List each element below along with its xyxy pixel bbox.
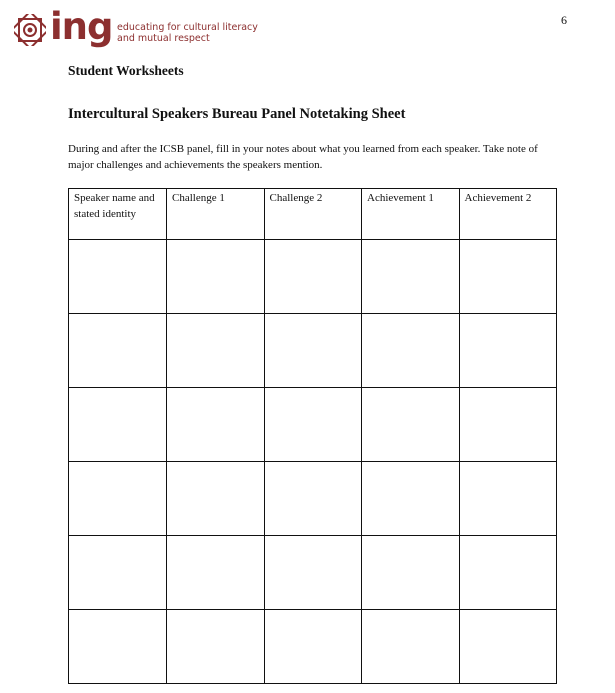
table-cell[interactable]	[167, 610, 265, 684]
table-cell[interactable]	[459, 462, 557, 536]
table-row	[69, 536, 557, 610]
section-title: Student Worksheets	[68, 63, 184, 78]
table-cell[interactable]	[167, 462, 265, 536]
table-cell[interactable]	[459, 240, 557, 314]
table-cell[interactable]	[362, 536, 460, 610]
table-cell[interactable]	[459, 388, 557, 462]
table-cell[interactable]	[264, 388, 362, 462]
table-row	[69, 610, 557, 684]
table-cell[interactable]	[167, 314, 265, 388]
table-cell[interactable]	[362, 462, 460, 536]
tagline-line-2: and mutual respect	[117, 33, 210, 44]
page-header	[14, 5, 604, 54]
page-number: 6	[561, 13, 567, 27]
table-cell[interactable]	[264, 536, 362, 610]
table-cell[interactable]	[264, 462, 362, 536]
sheet-title: Intercultural Speakers Bureau Panel Notetaking Sheet	[68, 106, 406, 122]
table-row	[69, 240, 557, 314]
table-row	[69, 314, 557, 388]
table-cell[interactable]	[167, 240, 265, 314]
tagline	[117, 22, 267, 44]
logo-wordmark: ing	[50, 5, 113, 48]
table-cell[interactable]	[459, 314, 557, 388]
table-cell[interactable]	[69, 388, 167, 462]
table-cell[interactable]	[167, 536, 265, 610]
ornament-logo-icon	[14, 14, 46, 46]
table-row	[69, 388, 557, 462]
table-cell[interactable]	[69, 240, 167, 314]
table-row	[69, 462, 557, 536]
table-cell[interactable]	[264, 314, 362, 388]
table-cell[interactable]	[362, 610, 460, 684]
table-cell[interactable]	[459, 536, 557, 610]
table-cell[interactable]	[459, 610, 557, 684]
table-cell[interactable]	[69, 462, 167, 536]
tagline-line-1: educating for cultural literacy	[117, 22, 258, 33]
instructions: During and after the ICSB panel, fill in your notes about what you learned from each speaker. Take note of major challenges and achievements the speakers mention.	[68, 143, 538, 171]
column-header-achievement-2: Achievement 2	[459, 189, 557, 240]
column-header-speaker: Speaker name and stated identity	[69, 189, 167, 240]
table-cell[interactable]	[264, 610, 362, 684]
column-header-achievement-1: Achievement 1	[362, 189, 460, 240]
table-cell[interactable]	[362, 388, 460, 462]
column-header-challenge-1: Challenge 1	[167, 189, 265, 240]
table-cell[interactable]	[69, 536, 167, 610]
table-cell[interactable]	[362, 240, 460, 314]
table-cell[interactable]	[69, 610, 167, 684]
table-cell[interactable]	[362, 314, 460, 388]
table-cell[interactable]	[264, 240, 362, 314]
column-header-challenge-2: Challenge 2	[264, 189, 362, 240]
table-cell[interactable]	[167, 388, 265, 462]
table-header-row	[69, 189, 557, 240]
table-cell[interactable]	[69, 314, 167, 388]
notetaking-table	[68, 188, 557, 684]
